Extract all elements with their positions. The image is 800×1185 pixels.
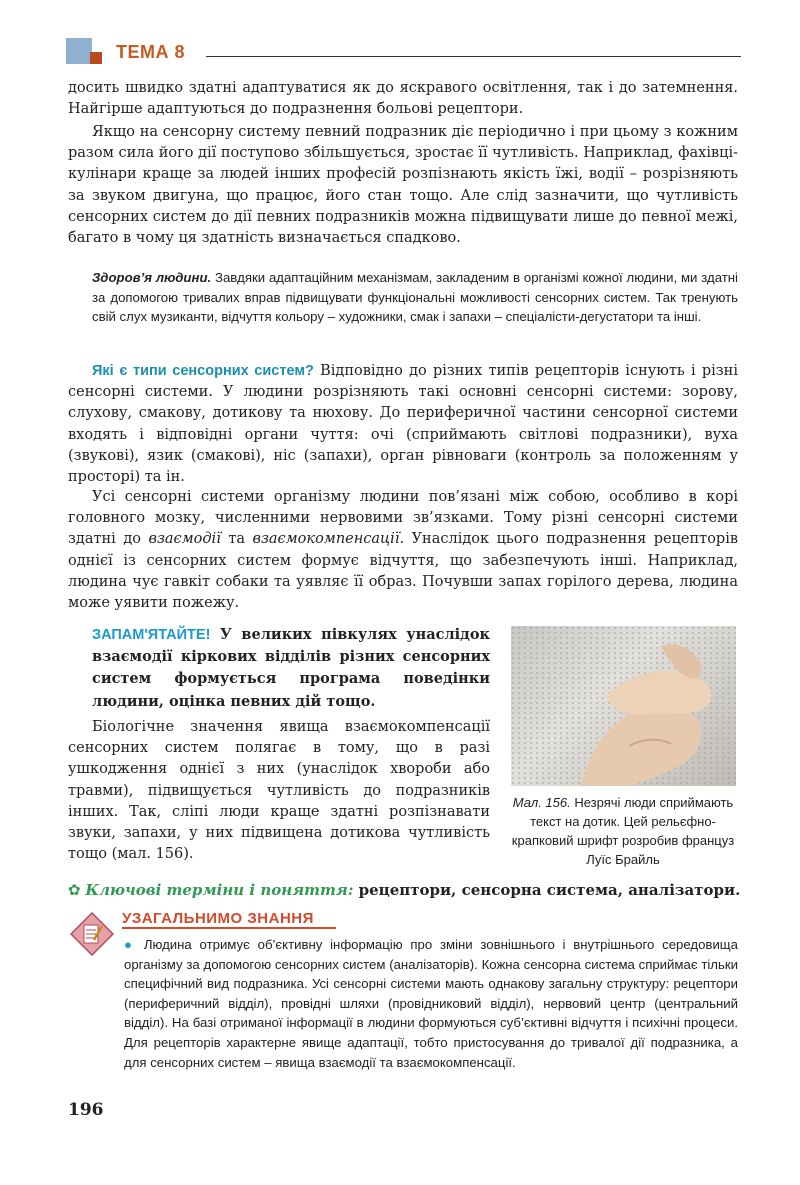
figure-label: Мал. 156. <box>512 795 571 810</box>
key-terms <box>68 880 748 900</box>
health-note-label: Здоров’я людини. <box>92 270 212 285</box>
paragraph-relations <box>68 487 738 614</box>
relations-text-b: та <box>220 531 253 548</box>
key-terms-list: рецептори, сенсорна система, аналізатори. <box>353 881 741 899</box>
header-rule <box>206 56 741 57</box>
remember-text: У великих півкулях унаслідок взаємодії кіркових відділів різних сенсорних систем формується програма поведінки людини, оцінка певних дій тощо. <box>92 626 490 710</box>
braille-reading-photo <box>511 626 736 786</box>
notebook-pencil-icon <box>70 912 114 956</box>
paragraph-sensitivity <box>68 122 738 249</box>
paragraph-biological-text: Біологічне значення явища взаємокомпенсації сенсорних систем полягає в тому, що в разі ушкодження однієї з них (унаслідок хвороби або травми), підвищується чутливість до подразників інших. Так, сліпі люди краще здатні розпізнавати звуки, запахи, у них підвищена дотикова чутливість тощо (мал. 156). <box>68 719 490 863</box>
key-terms-label: Ключові терміни і поняття: <box>85 881 354 899</box>
topic-title: ТЕМА 8 <box>116 42 186 62</box>
summary-body: Людина отримує об’єктивну інформацію про зміни зовнішнього і внутрішнього середовища організму за допомогою сенсорних систем (аналізаторів). Кожна сенсорна система сприймає тільки специфічний вид подразника. Усі сенсорні системи мають однакову загальну структуру: рецептори (периферичний відділ), провідні шляхи (провідниковий відділ), нервовий центр (центральний відділ). На базі отриманої інформації в людини формуються суб’єктивні відчуття і психічні процеси. Для рецепторів характерне явище адаптації, тобто пристосування до тривалої дії подразника, а для сенсорних систем – явища взаємодії та взаємокомпенсації. <box>124 937 738 1070</box>
relations-text-c: . Унаслідок цього подразнення рецепторів однієї із сенсорних систем формує відчуття, що забезпечують інші. Наприклад, людина чує гавкіт собаки та уявляє її образ. Почувши запах горілого дерева, людина може уявити пожежу. <box>68 531 739 612</box>
paragraph-sensitivity-text: Якщо на сенсорну систему певний подразник діє періодично і при цьому з кожним разом сила його дії поступово збільшується, зростає її чутливість. Наприклад, фахівці-кулінари краще за людей інших професій розпізнають якість їжі, водії – розрізняють за звуком двигуна, що працює, його стан тощо. Але слід зазначити, що чутливість сенсорних систем до дії певних подразників можна підвищувати лише до певної межі, багато в чому ця здатність визначається спадково. <box>68 124 738 247</box>
figure-text: Незрячі люди сприймають текст на дотик. Цей рельєфно-крапковий шрифт розробив француз Луїс Брайль <box>511 795 735 867</box>
paragraph-biological <box>68 717 490 865</box>
term-compensation: взаємокомпенсації <box>252 531 400 548</box>
flower-icon: ✿ <box>68 881 81 899</box>
figure-caption <box>508 793 738 869</box>
bullet-icon: ● <box>124 937 137 952</box>
health-note-text: Завдяки адаптаційним механізмам, закладеним в організмі кожної людини, ми здатні за допомогою тривалих вправ підвищувати функціональні можливості сенсорних систем. Так тренують свій слух музиканти, відчуття кольору – художники, смак і запахи – спеціалісти-дегустатори та інші. <box>92 270 738 325</box>
paragraph-adaptation-end: досить швидко здатні адаптуватися як до яскравого освітлення, так і до затемнення. Найгірше адаптуються до подразнення больові рецептори. <box>68 80 738 118</box>
header-accent-icon <box>90 52 102 64</box>
relations-text-a: Усі сенсорні системи організму людини пов’язані між собою, особливо в корі головного мозку, численними нервовими зв’язками. Тому різні сенсорні системи здатні до <box>68 489 738 548</box>
header-block-icon <box>66 38 92 64</box>
paragraph-types <box>68 361 738 488</box>
paragraph-types-text: Відповідно до різних типів рецепторів існують і різні сенсорні системи. У людини розрізняють такі основні сенсорні системи: зорову, слухову, смакову, дотикову та нюхову. До периферичної частини сенсорної системи входять і відповідні органи чуття: очі (сприймають світлові подразники), вуха (звукові), язик (смакові), ніс (запахи), орган рівноваги (контроль за положенням у просторі) та ін. <box>68 363 738 486</box>
summary-text <box>124 935 738 1072</box>
question-heading: Які є типи сенсорних систем? <box>92 363 314 379</box>
summary-title: УЗАГАЛЬНИМО ЗНАННЯ <box>122 910 314 927</box>
summary-rule <box>122 927 336 929</box>
remember-note <box>92 624 490 713</box>
health-note <box>92 268 738 327</box>
term-interaction: взаємодії <box>148 531 221 548</box>
remember-label: ЗАПАМ'ЯТАЙТЕ! <box>92 627 211 643</box>
page-number: 196 <box>68 1100 104 1120</box>
